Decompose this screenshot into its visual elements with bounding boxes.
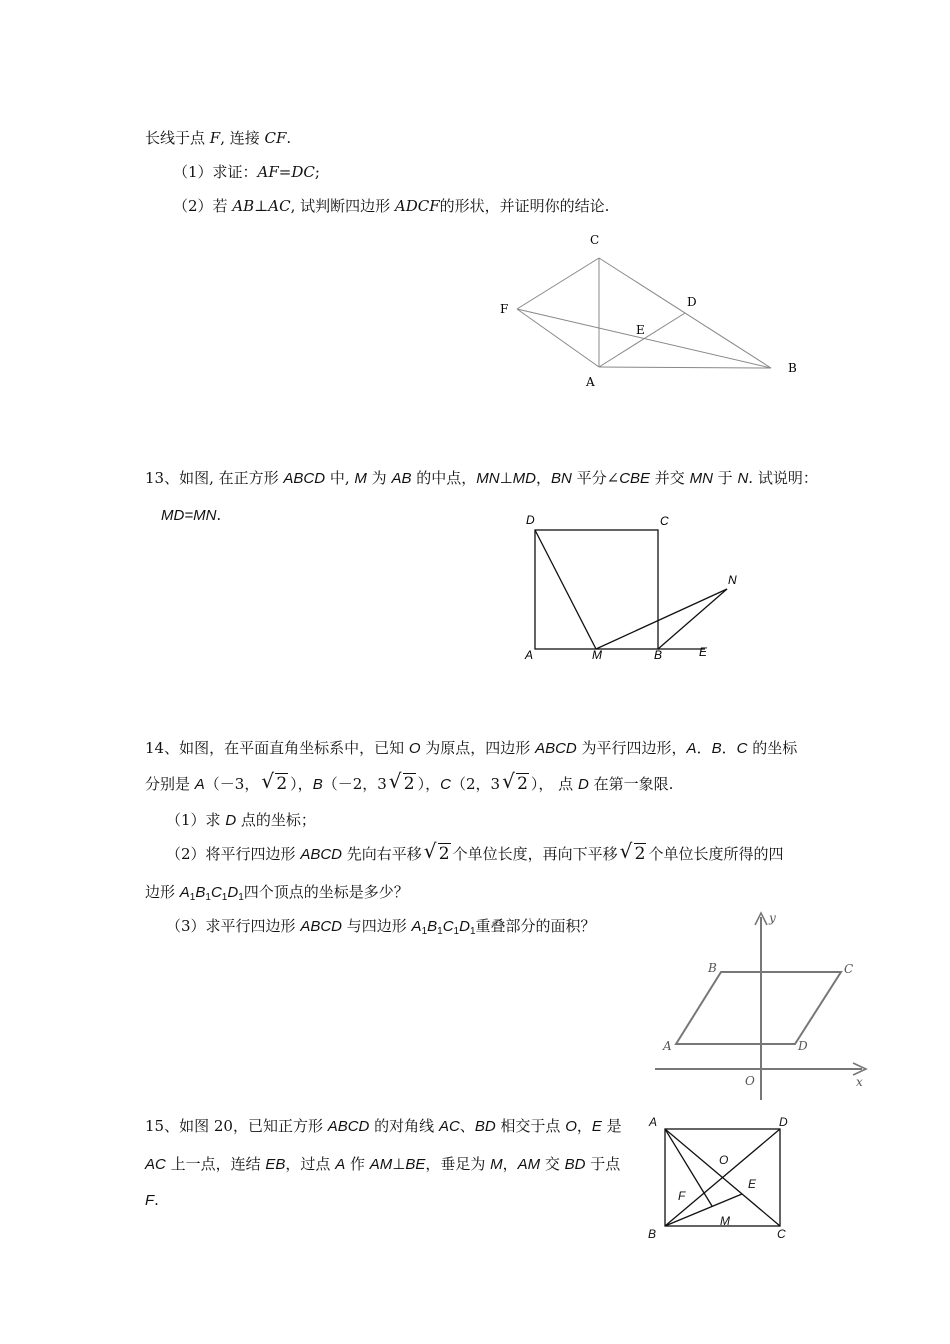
- p12-question-2: （2）若 AB⊥AC, 试判断四边形 ADCF的形状，并证明你的结论.: [173, 197, 610, 215]
- fig14-label-D: D: [798, 1039, 808, 1053]
- fig15-label-C: C: [777, 1227, 786, 1241]
- p14-line2: 分别是 A（－3， √ 2 ），B（－2，3 √ 2 ），C（2，3 √ 2 ）， 点 D 在第一象限.: [145, 769, 674, 794]
- fig15-label-O: O: [719, 1153, 729, 1167]
- fig14-label-A: A: [663, 1039, 672, 1053]
- p15-line1: 15、如图 20，已知正方形 ABCD 的对角线 AC、BD 相交于点 O，E 是: [145, 1117, 622, 1135]
- sqrt-2: √ 2: [388, 769, 415, 794]
- fig15-label-B: B: [648, 1227, 657, 1241]
- fig12-label-A: A: [586, 375, 595, 389]
- sqrt-2: √ 2: [261, 769, 288, 794]
- fig15-label-E: E: [748, 1177, 757, 1191]
- fig13-label-B: B: [654, 648, 663, 662]
- fig12-label-C: C: [590, 233, 600, 247]
- fig15-label-A: A: [649, 1115, 658, 1129]
- fig13-label-D: D: [526, 513, 535, 527]
- p14-question-2: （2）将平行四边形 ABCD 先向右平移 √ 2 个单位长度，再向下平移 √ 2 个单位长度所得的四: [166, 839, 784, 864]
- fig15-label-M: M: [720, 1214, 730, 1228]
- sqrt-2: √ 2: [423, 839, 450, 864]
- fig12-label-B: B: [788, 361, 797, 375]
- p14-line1: 14、如图，在平面直角坐标系中，已知 O 为原点，四边形 ABCD 为平行四边形，A．B．C 的坐标: [145, 739, 798, 757]
- sqrt-2: √ 2: [502, 769, 528, 794]
- fig13-label-N: N: [728, 573, 737, 587]
- p14-question-1: （1）求 D 点的坐标；: [166, 811, 316, 829]
- p12-question-1: （1）求证：AF=DC;: [173, 163, 320, 181]
- fig12-label-D: D: [687, 295, 697, 309]
- fig12-label-F: F: [500, 302, 509, 316]
- p14-question-2-line2: 边形 $A_1B_1C_1D_1$四个顶点的坐标是多少？: [145, 883, 409, 903]
- fig13-label-E: E: [699, 645, 708, 659]
- fig14-label-B: B: [708, 961, 717, 975]
- fig14-label-C: C: [844, 962, 854, 976]
- fig13-label-M: M: [592, 648, 602, 662]
- fig13-label-A: A: [525, 648, 534, 662]
- p15-line3: F.: [145, 1191, 159, 1209]
- fig13-label-C: C: [660, 514, 669, 528]
- fig15-label-F: F: [678, 1189, 686, 1203]
- p13-line2: MD=MN.: [161, 506, 222, 524]
- p15-line2: AC 上一点，连结 EB，过点 A 作 AM⊥BE，垂足为 M，AM 交 BD 于点: [145, 1155, 621, 1173]
- fig12-label-E: E: [636, 323, 645, 337]
- fig15-label-D: D: [779, 1115, 788, 1129]
- fig14-label-y: y: [769, 911, 776, 925]
- p12-line1: 长线于点 F, 连接 CF.: [145, 129, 292, 147]
- sqrt-2: √ 2: [619, 839, 646, 864]
- fig14-label-O: O: [745, 1074, 755, 1088]
- p14-question-3: （3）求平行四边形 ABCD 与四边形 $A_1B_1C_1D_1$重叠部分的面积？: [166, 917, 596, 937]
- fig14-label-x: x: [856, 1075, 863, 1089]
- p13-line1: 13、如图, 在正方形 ABCD 中, M 为 AB 的中点，MN⊥MD，BN 平分∠CBE 并交 MN 于 N. 试说明：: [145, 469, 818, 487]
